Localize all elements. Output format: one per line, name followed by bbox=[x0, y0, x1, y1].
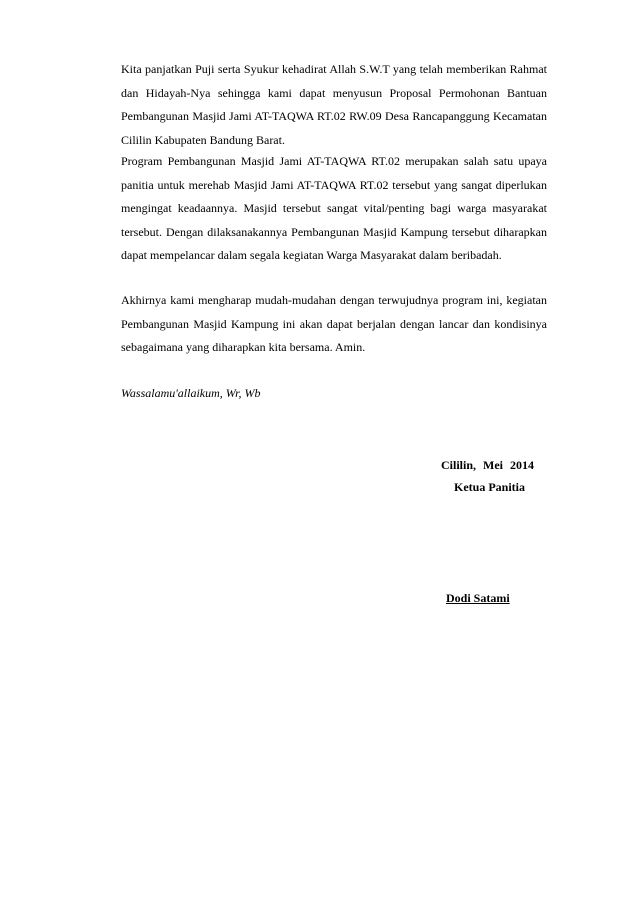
intro-paragraph: Kita panjatkan Puji serta Syukur kehadirat Allah S.W.T yang telah memberikan Rahmat dan Hidayah-Nya sehingga kami dapat menyusun Proposal Permohonan Bantuan Pembangunan Masjid Jami AT-TAQWA RT.02 RW.09 Desa Rancapanggung Kecamatan Cililin Kabupaten Bandung Barat. bbox=[121, 62, 547, 147]
closing-salutation: Wassalamu'allaikum, Wr, Wb bbox=[121, 386, 261, 400]
signature-name: Dodi Satami bbox=[446, 591, 510, 605]
signature-role: Ketua Panitia bbox=[454, 480, 525, 494]
closing-paragraph: Akhirnya kami mengharap mudah-mudahan dengan terwujudnya program ini, kegiatan Pembangunan Masjid Kampung ini akan dapat berjalan dengan lancar dan kondisinya sebagaimana yang diharapkan kita bersama. Amin. bbox=[121, 293, 547, 355]
program-paragraph: Program Pembangunan Masjid Jami AT-TAQWA RT.02 merupakan salah satu upaya panitia untuk merehab Masjid Jami AT-TAQWA RT.02 tersebut yang sangat diperlukan mengingat keadaannya. Masjid tersebut sangat vital/penting bagi warga masyarakat tersebut. Dengan dilaksanakannya Pembangunan Masjid Kampung tersebut diharapkan dapat mempelancar dalam segala kegiatan Warga Masyarakat dalam beribadah. bbox=[121, 154, 547, 263]
signature-place-date: Cililin, Mei 2014 bbox=[441, 458, 534, 472]
